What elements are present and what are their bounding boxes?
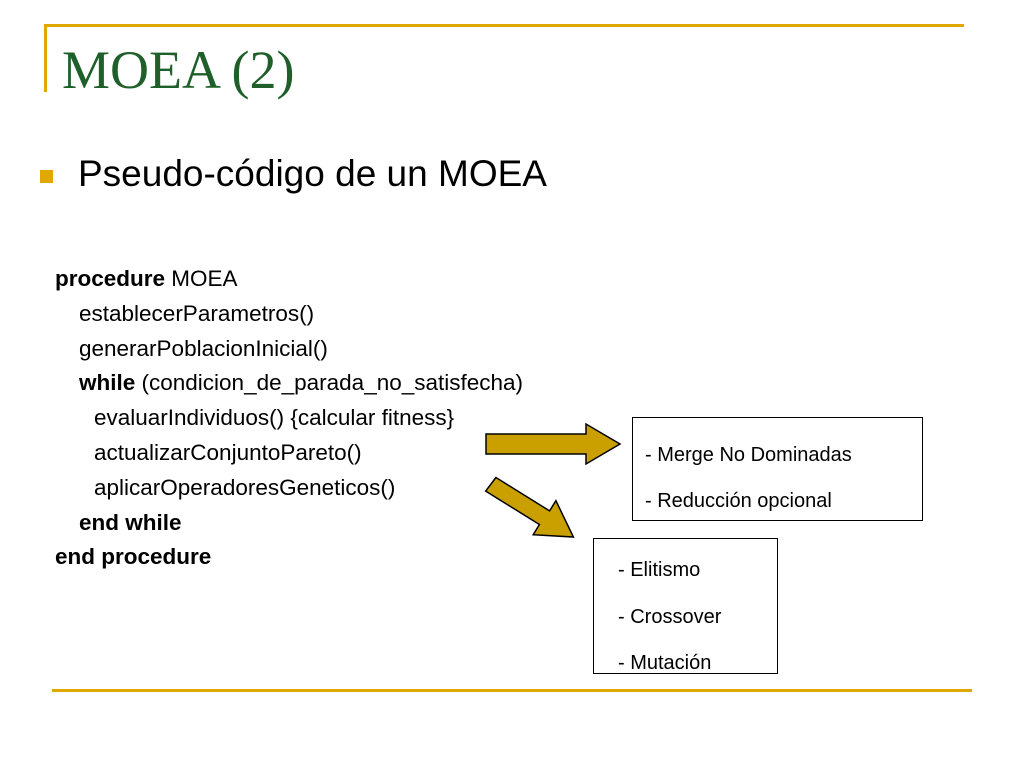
keyword-end-while: end while — [79, 509, 182, 535]
code-text: aplicarOperadoresGeneticos() — [94, 474, 396, 500]
code-text: (condicion_de_parada_no_satisfecha) — [135, 370, 524, 396]
keyword-while: while — [79, 370, 136, 396]
pareto-note-item: - Merge No Dominadas — [645, 444, 852, 466]
bullet-text: Pseudo-código de un MOEA — [78, 153, 547, 194]
code-text: establecerParametros() — [79, 300, 315, 326]
pareto-note-item: - Reducción opcional — [645, 490, 832, 512]
arrow-diagonal-icon — [486, 478, 574, 538]
code-text: generarPoblacionInicial() — [79, 335, 328, 361]
arrow-right-icon — [486, 424, 620, 464]
code-text: MOEA — [165, 266, 238, 291]
code-text: actualizarConjuntoPareto() — [94, 439, 362, 465]
genetic-operators-box — [593, 538, 778, 674]
operator-item: - Crossover — [618, 605, 722, 628]
operator-item: - Mutación — [618, 652, 712, 674]
keyword-procedure: procedure — [55, 266, 166, 291]
slide-title: MOEA (2) — [62, 40, 295, 100]
operator-item: - Elitismo — [618, 559, 701, 581]
pareto-notes-box — [632, 417, 923, 521]
code-text: evaluarIndividuos() {calcular fitness} — [94, 405, 455, 431]
keyword-end-procedure: end procedure — [55, 544, 212, 570]
bottom-rule — [52, 689, 972, 692]
